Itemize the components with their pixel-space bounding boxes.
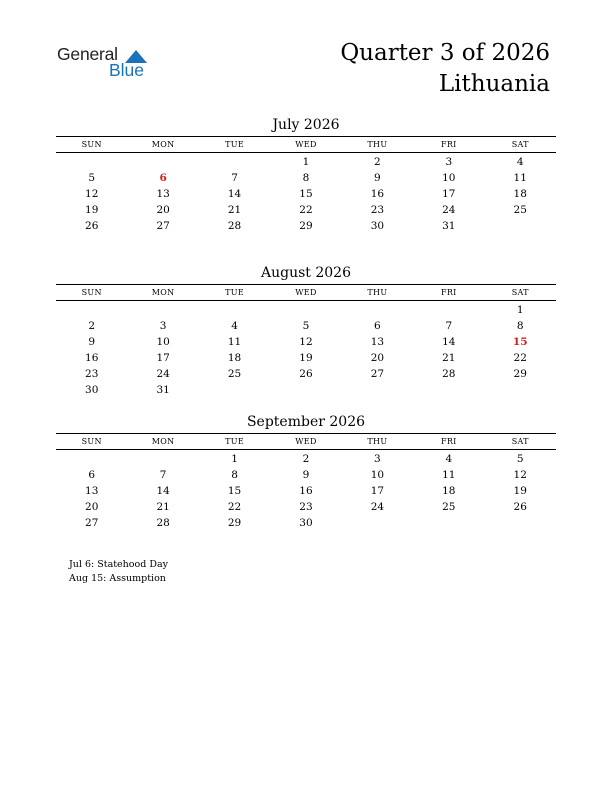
day-cell: 6	[88, 469, 96, 481]
day-cell: 25	[513, 204, 527, 216]
day-cell: 8	[231, 469, 238, 481]
logo-blue-text: Blue	[109, 60, 145, 80]
day-cell: 5	[516, 453, 524, 465]
weekday-label: SUN	[81, 140, 102, 149]
calendar-grid	[56, 136, 556, 234]
month-title: July 2026	[272, 117, 340, 133]
day-cell: 5	[88, 172, 96, 184]
calendar-grid	[56, 284, 556, 398]
day-cell: 1	[516, 304, 524, 316]
day-cell: 27	[370, 368, 385, 380]
week-row	[56, 366, 556, 382]
week-row	[56, 318, 556, 334]
day-cell: 4	[516, 156, 524, 168]
day-cell: 30	[370, 220, 385, 232]
month-july	[56, 116, 556, 234]
month-september	[56, 413, 556, 531]
day-cell: 12	[85, 188, 99, 200]
day-cell: 10	[370, 469, 385, 481]
weekday-label: MON	[151, 437, 175, 446]
day-cell: 31	[442, 220, 456, 232]
holiday-note: Jul 6: Statehood Day	[69, 559, 168, 570]
day-cell: 16	[299, 485, 313, 497]
day-cell: 11	[513, 172, 527, 184]
day-cell: 30	[299, 517, 313, 529]
day-cell: 21	[227, 204, 242, 216]
day-cell: 24	[156, 368, 170, 380]
day-cell: 10	[156, 336, 170, 348]
weekday-label: FRI	[441, 288, 457, 297]
holiday-day-cell: 15	[512, 336, 528, 348]
day-cell: 26	[85, 220, 99, 232]
day-cell	[127, 451, 198, 467]
day-cell: 22	[513, 352, 527, 364]
day-cell: 30	[85, 384, 99, 396]
weekday-label: SUN	[81, 437, 102, 446]
weekday-label: SUN	[81, 288, 102, 297]
day-cell	[199, 302, 270, 318]
logo-general-text: General	[57, 44, 118, 64]
day-cell: 24	[442, 204, 456, 216]
weekday-label: SAT	[511, 288, 529, 297]
weekday-label: TUE	[225, 140, 244, 149]
country-title: Lithuania	[438, 71, 550, 97]
day-cell: 4	[231, 320, 238, 332]
weekday-label: WED	[295, 288, 317, 297]
day-cell: 9	[302, 469, 310, 481]
day-cell: 19	[513, 485, 527, 497]
weekday-label: THU	[367, 140, 388, 149]
weekday-label: THU	[367, 437, 388, 446]
day-cell: 28	[442, 368, 456, 380]
day-cell: 1	[302, 156, 310, 168]
week-row	[56, 483, 556, 499]
day-cell: 1	[231, 453, 238, 465]
day-cell: 28	[156, 517, 170, 529]
weekday-label: MON	[151, 288, 175, 297]
day-cell: 26	[299, 368, 313, 380]
day-cell: 3	[159, 320, 167, 332]
day-cell: 13	[85, 485, 99, 497]
week-row	[56, 218, 556, 234]
day-cell: 3	[445, 156, 453, 168]
page-title	[340, 38, 550, 100]
day-cell: 7	[159, 469, 167, 481]
day-cell	[413, 515, 484, 531]
weekday-header	[56, 285, 556, 301]
day-cell: 27	[156, 220, 170, 232]
day-cell: 24	[370, 501, 385, 513]
day-cell	[485, 218, 556, 234]
day-cell	[127, 302, 198, 318]
day-cell: 6	[374, 320, 381, 332]
weekday-label: SAT	[511, 140, 529, 149]
logo	[57, 44, 167, 82]
weekday-header	[56, 434, 556, 450]
day-cell: 20	[156, 204, 170, 216]
day-cell	[342, 302, 413, 318]
day-cell: 25	[442, 501, 456, 513]
day-cell: 18	[442, 485, 456, 497]
day-cell: 17	[370, 485, 385, 497]
day-cell: 23	[299, 501, 313, 513]
week-row	[56, 202, 556, 218]
day-cell	[270, 302, 341, 318]
weekday-label: THU	[367, 288, 388, 297]
day-cell: 26	[513, 501, 527, 513]
day-cell: 29	[299, 220, 313, 232]
week-row	[56, 350, 556, 366]
quarter-title: Quarter 3 of 2026	[340, 40, 550, 66]
day-cell: 8	[302, 172, 310, 184]
day-cell: 13	[156, 188, 170, 200]
day-cell: 21	[442, 352, 456, 364]
day-cell	[485, 382, 556, 398]
weekday-header	[56, 137, 556, 153]
day-cell: 7	[445, 320, 453, 332]
week-row	[56, 154, 556, 170]
weekday-label: FRI	[441, 140, 457, 149]
day-cell: 15	[227, 485, 242, 497]
week-row	[56, 186, 556, 202]
day-cell: 28	[227, 220, 242, 232]
week-row	[56, 170, 556, 186]
day-cell: 19	[85, 204, 99, 216]
day-cell: 21	[156, 501, 170, 513]
month-august	[56, 264, 556, 398]
day-cell: 2	[302, 453, 310, 465]
day-cell: 25	[227, 368, 242, 380]
day-cell	[127, 154, 198, 170]
day-cell	[342, 382, 413, 398]
day-cell: 12	[299, 336, 313, 348]
weekday-label: FRI	[441, 437, 457, 446]
day-cell: 14	[442, 336, 456, 348]
day-cell	[56, 302, 127, 318]
day-cell: 18	[227, 352, 242, 364]
day-cell: 13	[370, 336, 385, 348]
day-cell: 31	[156, 384, 170, 396]
day-cell	[342, 515, 413, 531]
day-cell	[270, 382, 341, 398]
day-cell: 19	[299, 352, 313, 364]
day-cell: 23	[370, 204, 385, 216]
day-cell: 9	[374, 172, 381, 184]
day-cell: 29	[227, 517, 242, 529]
day-cell: 14	[156, 485, 170, 497]
day-cell	[56, 451, 127, 467]
day-cell: 5	[302, 320, 310, 332]
week-row	[56, 515, 556, 531]
day-cell: 22	[227, 501, 242, 513]
month-title: September 2026	[246, 414, 366, 430]
day-cell: 2	[374, 156, 381, 168]
day-cell: 20	[85, 501, 99, 513]
week-row	[56, 334, 556, 350]
day-cell	[485, 515, 556, 531]
holiday-notes	[69, 558, 168, 586]
holiday-note: Aug 15: Assumption	[69, 573, 166, 584]
day-cell: 18	[513, 188, 527, 200]
day-cell: 8	[516, 320, 524, 332]
day-cell: 12	[513, 469, 527, 481]
day-cell: 16	[85, 352, 99, 364]
weekday-label: WED	[295, 140, 317, 149]
day-cell: 14	[227, 188, 242, 200]
day-cell: 11	[442, 469, 456, 481]
week-row	[56, 451, 556, 467]
day-cell: 4	[445, 453, 453, 465]
day-cell: 11	[227, 336, 242, 348]
day-cell: 7	[231, 172, 238, 184]
day-cell: 22	[299, 204, 313, 216]
day-cell: 3	[374, 453, 381, 465]
weekday-label: SAT	[511, 437, 529, 446]
week-row	[56, 499, 556, 515]
weekday-label: MON	[151, 140, 175, 149]
day-cell: 20	[370, 352, 385, 364]
month-title: August 2026	[261, 265, 351, 281]
day-cell	[413, 302, 484, 318]
week-row	[56, 467, 556, 483]
day-cell: 17	[442, 188, 456, 200]
day-cell: 23	[85, 368, 99, 380]
weekday-label: WED	[295, 437, 317, 446]
day-cell: 9	[88, 336, 96, 348]
day-cell	[199, 154, 270, 170]
week-row	[56, 382, 556, 398]
holiday-day-cell: 6	[159, 172, 167, 184]
day-cell: 27	[85, 517, 99, 529]
day-cell: 29	[513, 368, 527, 380]
day-cell	[56, 154, 127, 170]
day-cell	[199, 382, 270, 398]
calendar-grid	[56, 433, 556, 531]
day-cell	[413, 382, 484, 398]
day-cell: 17	[156, 352, 170, 364]
week-row	[56, 302, 556, 318]
day-cell: 2	[88, 320, 96, 332]
day-cell: 10	[442, 172, 456, 184]
weekday-label: TUE	[225, 437, 244, 446]
day-cell: 16	[370, 188, 385, 200]
weekday-label: TUE	[225, 288, 244, 297]
day-cell: 15	[299, 188, 313, 200]
